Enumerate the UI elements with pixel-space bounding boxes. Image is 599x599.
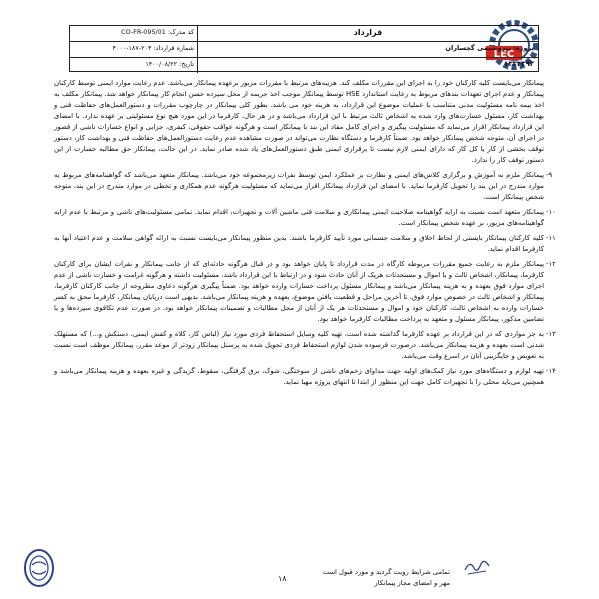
signature-icon	[462, 556, 492, 578]
clause-item	[54, 366, 556, 388]
contract-number: شماره قرارداد: ۲۰۳-۱۸۷-۴۰۰۰	[70, 42, 198, 57]
clause-number: -۹	[546, 171, 553, 179]
clause-text: پیمانکار ملزم به آموزش و برگزاری کلاس‌های ایمنی و نظارت بر عملکرد ایمن توسط نفرات زیرمجموعه خود می‌باشد. پیمانکار متعهد می‌باشد که گواهینامه‌های مربوط به موارد مندرج در این بند را تحویل کارفرما نماید. با امضای این قرارداد پیمانکار اقرار می‌نماید که مسئولیت هرگونه عدم همکاری و تخطی در موارد مندرج در این بند، متوجه شخص پیمانکار است.	[54, 171, 544, 201]
project-code: ۱۳۳۴۳۹۲	[504, 60, 534, 68]
clause-item	[54, 233, 556, 255]
intro-paragraph: پیمانکار می‌بایست کلیه کارکنان خود را به اجرای این مقررات مکلف کند. هزینه‌های مرتبط با مقررات مزبور برعهده پیمانکار می‌باشد. عدم رعایت موارد ایمنی توسط کارکنان پیمانکار و عدم اجرای تعهدات بندهای مربوط به رعایت استاندارد HSE توسط پیمانکار موجب اخذ جریمه از محل سپرده حسن انجام کار پیمانکار خواهد شد. پیمانکار مکلف به اخذ بیمه نامه مسئولیت مدنی متناسب با عملیات موضوع این قرارداد، به هزینه خود می باشد. بطور کلی پیمانکار در چارچوب مقررات و دستورالعمل‌های حفاظت فنی و بهداشت کار، مسئول خسارت‌های وارد شده به اشخاص ثالث مرتبط با این قرارداد می‌باشد و در هر حال، کارفرما در این مورد هیچ نوع مسئولیتی بر عهده ندارد. با امضای این قرارداد پیمانکار اقرار می‌نماید که مسئولیت پیگیری و اجرای کامل مفاد این بند با پیمانکار است و هرگونه عواقب حقوقی، کیفری، جزایی و انواع خسارات ناشی از قصور در اجرای آن، متوجه شخص پیمانکار خواهد بود. ضمناً کارفرما و دستگاه نظارت می‌تواند در صورت مشاهده عدم رعایت دستورالعمل‌های حفاظت فنی و بهداشت کار، دستور توقف بخشی از کار یا کل کار که دارای ایمنی لازم نیست تا برقراری ایمنی طبق دستورالعمل‌های یاد شده صادر نماید. در این حالت، پیمانکار حق مطالبه خسارت از این دستور توقف کار را ندارد.	[54, 79, 544, 164]
page-number: ۱۸	[278, 574, 287, 583]
footer-note	[250, 567, 450, 589]
header-table	[69, 25, 539, 72]
doc-code: کد مدرک: CO-FR-095/01	[70, 26, 198, 41]
clause-item	[54, 259, 556, 325]
footer-line-acceptance: تمامی شرایط رویت گردید و مورد قبول است	[322, 568, 450, 576]
clause-number: -۱۱	[546, 234, 556, 242]
clause-number: -۱۲	[546, 260, 556, 268]
clause-item	[54, 170, 553, 203]
clause-text: کلیه کارکنان پیمانکار بایستی از لحاظ اخلاق و سلامت جسمانی مورد تأیید کارفرما باشند. بدین منظور پیمانکار می‌بایست نسبت به ارائه گواهی سلامت و عدم اعتیاد آنها به کارفرما اقدام نماید.	[54, 234, 544, 253]
contract-date: تاریخ: ۱۴۰۰/۰۸/۲۲	[70, 58, 198, 73]
clause-text: پیمانکار ملزم به رعایت جمیع مقررات مربوطه کارگاه در مدت قرارداد تا پایان خواهد بود و در قبال هرگونه حادثه‌ای که از جانب پیمانکار و نفرات ایشان برای کارکنان کارفرما، پیمانکار، اشخاص ثالث و یا اموال و مستحدثات هریک از آنان حادث شود و در ارتباط با این قرارداد باشد، مسئولیت داشته و هرگونه غرامت و خسارت ناشی از عدم اجرای موارد فوق بعهده و به هزینه پیمانکار می‌باشد و پیمانکار مسئول پرداخت خسارات وارده خواهد بود. ضمناً پیگیری هرگونه دعاوی مطروحه از جانب کارکنان کارفرما، پیمانکار و اشخاص ثالث در خصوص موارد فوق، تا آخرین مراحل و قطعیت یافتن موضوع، بعهده و هزینه پیمانکار می‌باشد. بدیهی است درپایان پیمانکار، کارفرما محق به کسر خسارات وارده به اشخاص ثالث، کارکنان خود و اموال و مستحدثات هر یک از آنان از محل مطالبات و تضمینات پیمانکار خواهد بود. در صورت عدم تکافوی سپرده‌ها و یا تضامین مذکور، پیمانکار مسئول و متعهد به پرداخت مطالبات کارفرما خواهد بود.	[54, 260, 544, 323]
svg-text:LEC: LEC	[493, 49, 515, 60]
clause-text: تهیه لوازم و دستگاه‌های مورد نیاز کمک‌های اولیه جهت مداوای زخم‌های ناشی از سوختگی، شوک، برق گرفتگی، سقوط، گزیدگی و غیره بعهده و هزینه پیمانکار می‌باشد و همچنین می‌باید محلی را با تجهیزات کامل جهت این منظور از ابتدا تا انتهای پروژه مهیا نماید.	[54, 367, 544, 386]
clause-item	[54, 329, 556, 362]
clause-number: -۱۳	[546, 330, 556, 338]
clause-text: به جز مواردی که در این قرارداد بر عهده کارفرما گذاشته شده است، تهیه کلیه وسایل استحفاظ فردی مورد نیاز (لباس کار، کلاه و کفش ایمنی، دستکش و...) که مستهلک شدنی است بعهده و هزینه پیمانکار می‌باشد. درصورت فرسوده شدن لوازم استحفاظ فردی تحویل شده به پرسنل پیمانکار زودتر از موعد مقرر، پیمانکار موظف است نسبت به تعویض و جایگزینی آنان در اسرع وقت می‌باشد.	[54, 330, 544, 360]
project-name: پروژه: پتروشیمی گچساران	[445, 44, 534, 52]
stamp-icon	[22, 547, 56, 589]
clause-number: -۱۴	[546, 367, 556, 375]
clause-number: -۱۰	[546, 208, 556, 216]
footer-line-signature: مهر و امضای مجاز پیمانکار	[374, 579, 450, 587]
clause-text: پیمانکار متعهد است نسبت به ارایه گواهینامه صلاحیت ایمنی پیمانکاری و سلامت فنی ماشین آلات و تجهیزات، اقدام نماید. تمامی مسئولیت‌های ناشی و مرتبط با عدم ارایه گواهینامه‌های مزبور، بر عهده شخص پیمانکار است.	[54, 208, 544, 227]
clause-item	[54, 207, 556, 229]
contract-body	[54, 78, 556, 388]
doc-title: قرارداد	[353, 28, 383, 37]
